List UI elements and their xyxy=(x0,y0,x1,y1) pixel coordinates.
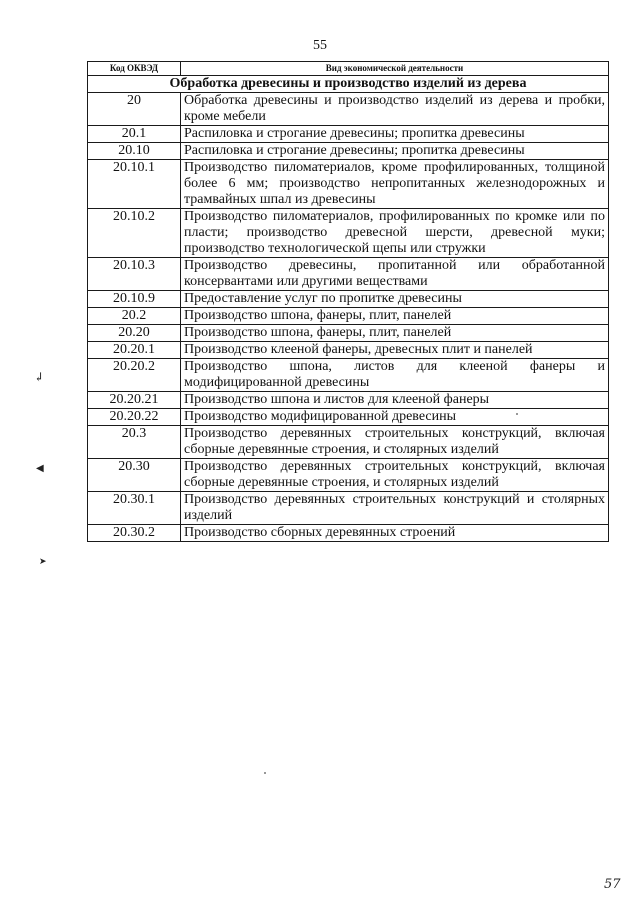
okved-code: 20.20 xyxy=(88,325,181,342)
okved-code: 20.3 xyxy=(88,426,181,459)
activity-description: Производство пиломатериалов, кроме профилированных, толщиной более 6 мм; производство непропитанных железнодорожных и трамвайных шпал из древесины xyxy=(181,160,609,209)
table-row xyxy=(88,492,609,525)
okved-code: 20 xyxy=(88,93,181,126)
activity-description: Производство деревянных строительных конструкций, включая сборные деревянные строения, и столярных изделий xyxy=(181,426,609,459)
okved-code: 20.10.1 xyxy=(88,160,181,209)
header-code: Код ОКВЭД xyxy=(88,62,181,76)
section-row xyxy=(88,76,609,93)
activity-description: Производство деревянных строительных конструкций, включая сборные деревянные строения, и столярных изделий xyxy=(181,459,609,492)
table-row xyxy=(88,258,609,291)
okved-code: 20.1 xyxy=(88,126,181,143)
table-row xyxy=(88,409,609,426)
table-row xyxy=(88,143,609,160)
table-row xyxy=(88,209,609,258)
table-header-row xyxy=(88,62,609,76)
activity-description: Производство пиломатериалов, профилированных по кромке или по пласти; производство древесной шерсти, древесной муки; производство технологической щепы или стружки xyxy=(181,209,609,258)
activity-description: Производство сборных деревянных строений xyxy=(181,525,609,542)
okved-table xyxy=(87,61,609,542)
table-row xyxy=(88,308,609,325)
table-row xyxy=(88,426,609,459)
activity-description: Производство древесины, пропитанной или обработанной консервантами или другими веществами xyxy=(181,258,609,291)
header-activity: Вид экономической деятельности xyxy=(181,62,609,76)
table-row xyxy=(88,291,609,308)
activity-description: Обработка древесины и производство изделий из дерева и пробки, кроме мебели xyxy=(181,93,609,126)
activity-description: Производство клееной фанеры, древесных плит и панелей xyxy=(181,342,609,359)
handwritten-page-mark: 57 xyxy=(604,877,621,892)
okved-code: 20.2 xyxy=(88,308,181,325)
table-row xyxy=(88,342,609,359)
activity-description: Производство шпона, листов для клееной фанеры и модифицированной древесины xyxy=(181,359,609,392)
scan-speck xyxy=(516,413,518,415)
table-row xyxy=(88,93,609,126)
table-row xyxy=(88,160,609,209)
activity-description: Распиловка и строгание древесины; пропитка древесины xyxy=(181,143,609,160)
table-row xyxy=(88,359,609,392)
table-row xyxy=(88,325,609,342)
table-row xyxy=(88,392,609,409)
page-number: 55 xyxy=(313,38,327,53)
okved-code: 20.20.21 xyxy=(88,392,181,409)
okved-code: 20.20.22 xyxy=(88,409,181,426)
okved-code: 20.10 xyxy=(88,143,181,160)
scan-mark-arrow: ↲ xyxy=(34,370,45,384)
okved-code: 20.20.1 xyxy=(88,342,181,359)
activity-description: Производство шпона, фанеры, плит, панелей xyxy=(181,308,609,325)
okved-code: 20.10.3 xyxy=(88,258,181,291)
okved-code: 20.10.2 xyxy=(88,209,181,258)
activity-description: Производство шпона, фанеры, плит, панелей xyxy=(181,325,609,342)
scan-mark-small-arrow: ➤ xyxy=(39,556,47,566)
activity-description: Производство деревянных строительных конструкций и столярных изделий xyxy=(181,492,609,525)
table-row xyxy=(88,126,609,143)
table-row xyxy=(88,459,609,492)
activity-description: Предоставление услуг по пропитке древесины xyxy=(181,291,609,308)
scan-speck xyxy=(264,772,266,774)
okved-code: 20.10.9 xyxy=(88,291,181,308)
okved-code: 20.30.1 xyxy=(88,492,181,525)
activity-description: Распиловка и строгание древесины; пропитка древесины xyxy=(181,126,609,143)
okved-code: 20.30.2 xyxy=(88,525,181,542)
okved-code: 20.20.2 xyxy=(88,359,181,392)
section-title: Обработка древесины и производство изделий из дерева xyxy=(88,76,609,93)
activity-description: Производство модифицированной древесины xyxy=(181,409,609,426)
table-row xyxy=(88,525,609,542)
activity-description: Производство шпона и листов для клееной фанеры xyxy=(181,392,609,409)
scan-mark-triangle: ◀ xyxy=(36,463,44,474)
okved-code: 20.30 xyxy=(88,459,181,492)
